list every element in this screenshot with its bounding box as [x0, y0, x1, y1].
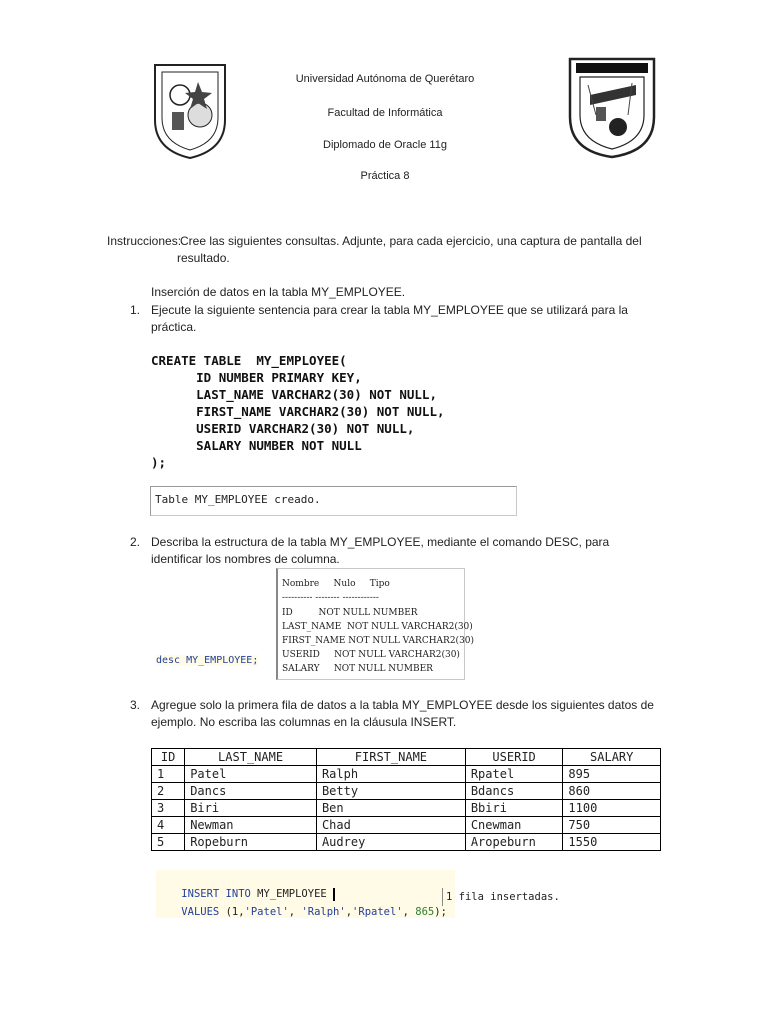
desc-row: LAST_NAME NOT NULL VARCHAR2(30): [282, 622, 473, 632]
table-cell: Aropeburn: [465, 834, 563, 851]
create-table-sql: [151, 352, 445, 471]
sql-line: CREATE TABLE MY_EMPLOYEE(: [151, 353, 347, 368]
table-cell: 895: [563, 766, 661, 783]
program-name: Diplomado de Oracle 11g: [323, 139, 447, 151]
sql-string: 'Rpatel': [352, 906, 403, 918]
desc-command-text: desc MY_EMPLOYEE;: [156, 655, 259, 666]
table-cell: Ralph: [316, 766, 465, 783]
table-cell: Bbiri: [465, 800, 563, 817]
table-cell: 3: [152, 800, 185, 817]
table-cell: 2: [152, 783, 185, 800]
table-row: [152, 800, 661, 817]
desc-command: [156, 655, 258, 666]
table-cell: 1100: [563, 800, 661, 817]
sql-line: LAST_NAME VARCHAR2(30) NOT NULL,: [151, 387, 437, 402]
item-text-line1: Agregue solo la primera fila de datos a la tabla MY_EMPLOYEE desde los siguientes datos de: [151, 698, 654, 712]
item-text-line1: Ejecute la siguiente sentencia para crear la tabla MY_EMPLOYEE que se utilizará para la: [151, 303, 628, 317]
item-text-line1: Describa la estructura de la tabla MY_EMPLOYEE, mediante el comando DESC, para: [151, 535, 610, 549]
table-cell: Bdancs: [465, 783, 563, 800]
table-row: [152, 766, 661, 783]
column-header: SALARY: [563, 749, 661, 766]
table-cell: Ben: [316, 800, 465, 817]
instructions-text-line2: resultado.: [177, 251, 230, 265]
desc-row: SALARY NOT NULL NUMBER: [282, 664, 433, 674]
desc-command-screenshot: [150, 568, 274, 678]
table-header-row: [152, 749, 661, 766]
table-cell: Ropeburn: [185, 834, 317, 851]
table-cell: 1550: [563, 834, 661, 851]
sql-line: USERID VARCHAR2(30) NOT NULL,: [151, 421, 415, 436]
desc-row: USERID NOT NULL VARCHAR2(30): [282, 650, 460, 660]
item-text-line2: ejemplo. No escriba las columnas en la cláusula INSERT.: [151, 715, 457, 729]
table-row: [152, 817, 661, 834]
uaq-logo: [150, 60, 230, 160]
table-cell: Chad: [316, 817, 465, 834]
table-cell: Rpatel: [465, 766, 563, 783]
sql-punct: (1,: [225, 906, 245, 918]
sql-keyword: VALUES: [181, 906, 220, 918]
desc-dashes: ---------- -------- ------------: [282, 593, 379, 603]
table-cell: Patel: [185, 766, 317, 783]
table-cell: Betty: [316, 783, 465, 800]
faculty-name: Facultad de Informática: [327, 107, 443, 119]
column-header: ID: [152, 749, 185, 766]
practice-number: Práctica 8: [360, 170, 410, 182]
column-header: LAST_NAME: [185, 749, 317, 766]
results-divider: [442, 888, 443, 906]
employee-sample-table: [151, 748, 661, 851]
sql-punct: );: [434, 906, 447, 918]
item-number: 1.: [130, 303, 141, 317]
table-cell: Audrey: [316, 834, 465, 851]
sql-line: );: [151, 455, 167, 470]
desc-header: Nombre Nulo Tipo: [282, 579, 390, 589]
sql-line: SALARY NUMBER NOT NULL: [151, 438, 362, 453]
item-number: 3.: [130, 698, 141, 712]
create-result-text: Table MY_EMPLOYEE creado.: [155, 493, 321, 506]
insert-line-2: VALUES (1,'Patel', 'Ralph','Rpatel', 865);: [181, 906, 447, 918]
sql-table-name: MY_EMPLOYEE: [257, 888, 327, 900]
item-number: 2.: [130, 535, 141, 549]
desc-row: FIRST_NAME NOT NULL VARCHAR2(30): [282, 636, 475, 646]
sql-line: ID NUMBER PRIMARY KEY,: [151, 370, 362, 385]
column-header: FIRST_NAME: [316, 749, 465, 766]
university-name: Universidad Autónoma de Querétaro: [295, 73, 475, 85]
table-cell: 5: [152, 834, 185, 851]
desc-output-screenshot: [276, 568, 475, 680]
table-cell: 750: [563, 817, 661, 834]
table-cell: Dancs: [185, 783, 317, 800]
table-row: [152, 783, 661, 800]
column-header: USERID: [465, 749, 563, 766]
table-cell: 860: [563, 783, 661, 800]
sql-keyword: INSERT INTO: [181, 888, 251, 900]
sql-line: FIRST_NAME VARCHAR2(30) NOT NULL,: [151, 404, 445, 419]
create-result-screenshot: [150, 486, 517, 516]
sql-string: 'Ralph': [301, 906, 346, 918]
insert-result: 1 fila insertadas.: [446, 891, 560, 903]
insert-screenshot: [156, 870, 576, 918]
instructions-text-line1: Cree las siguientes consultas. Adjunte, para cada ejercicio, una captura de pantalla del: [180, 234, 642, 248]
table-cell: Newman: [185, 817, 317, 834]
table-row: [152, 834, 661, 851]
informatica-logo: [566, 55, 658, 160]
desc-row: ID NOT NULL NUMBER: [282, 608, 418, 618]
instructions-label: Instrucciones:: [107, 234, 182, 248]
section-title: Inserción de datos en la tabla MY_EMPLOYEE.: [151, 285, 406, 299]
table-cell: Cnewman: [465, 817, 563, 834]
table-cell: Biri: [185, 800, 317, 817]
item-text-line2: práctica.: [151, 320, 197, 334]
table-cell: 1: [152, 766, 185, 783]
table-cell: 4: [152, 817, 185, 834]
sql-string: 'Patel': [244, 906, 289, 918]
item-text-line2: identificar los nombres de columna.: [151, 552, 340, 566]
sql-number: 865: [415, 906, 435, 918]
